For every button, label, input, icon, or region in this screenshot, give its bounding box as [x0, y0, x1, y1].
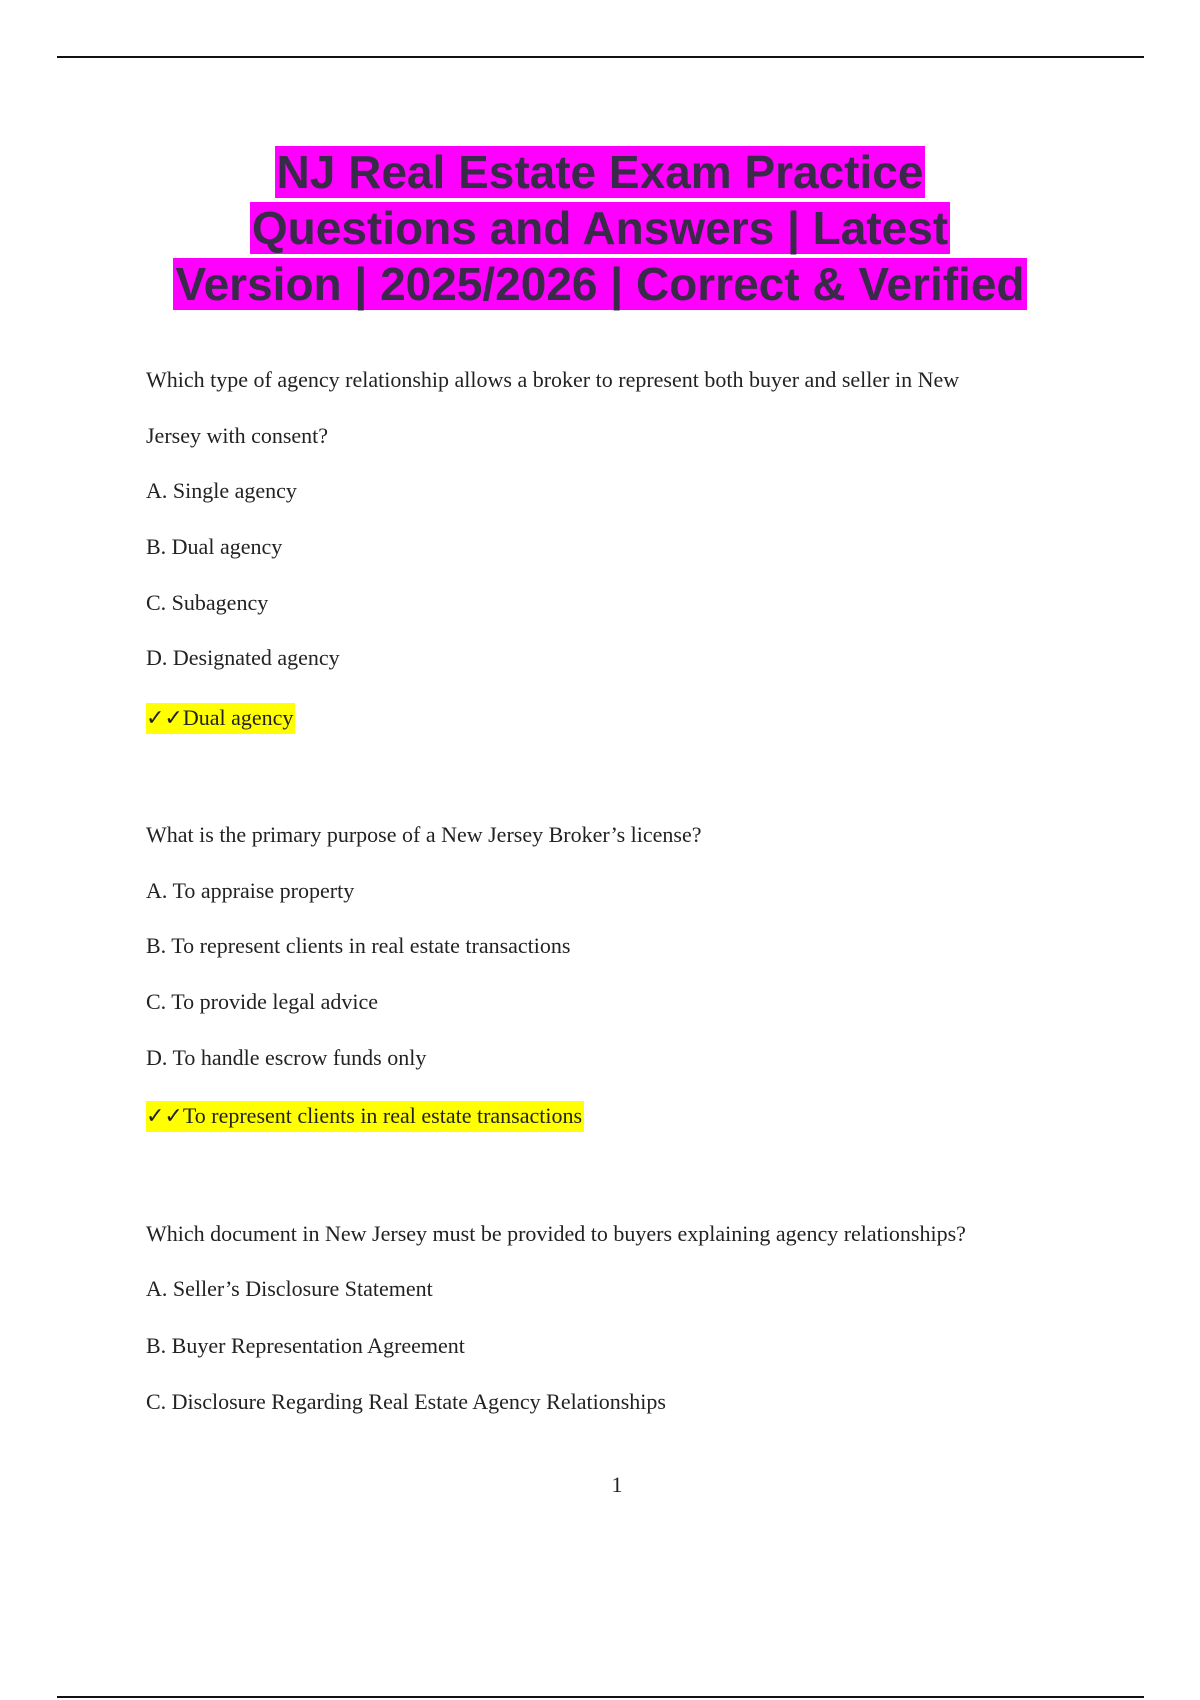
option-d: D. Designated agency [146, 645, 340, 670]
title-line-1: NJ Real Estate Exam Practice [276, 146, 924, 198]
option-d: D. To handle escrow funds only [146, 1045, 427, 1070]
question-text: Which type of agency relationship allows a broker to represent both buyer and seller in New [146, 367, 960, 392]
option-a: A. To appraise property [146, 878, 355, 903]
question-text: What is the primary purpose of a New Jersey Broker’s license? [146, 822, 702, 847]
option-a: A. Single agency [146, 478, 297, 503]
option-c: C. Disclosure Regarding Real Estate Agency Relationships [146, 1389, 666, 1414]
option-b: B. Dual agency [146, 534, 283, 559]
option-c: C. To provide legal advice [146, 989, 379, 1014]
question-text: Which document in New Jersey must be provided to buyers explaining agency relationships? [146, 1221, 966, 1246]
question-text-continued: Jersey with consent? [146, 423, 329, 448]
document-title [100, 144, 1100, 312]
bottom-rule [57, 1696, 1144, 1698]
option-c: C. Subagency [146, 590, 269, 615]
correct-answer: ✓✓To represent clients in real estate transactions [146, 1101, 584, 1132]
answer-line [146, 705, 295, 731]
top-rule [57, 56, 1144, 58]
title-line-2: Questions and Answers | Latest [251, 202, 949, 254]
option-b: B. To represent clients in real estate transactions [146, 933, 571, 958]
page-number: 1 [611, 1472, 623, 1497]
option-b: B. Buyer Representation Agreement [146, 1333, 465, 1358]
answer-line [146, 1103, 584, 1129]
option-a: A. Seller’s Disclosure Statement [146, 1276, 433, 1301]
title-line-3: Version | 2025/2026 | Correct & Verified [175, 258, 1025, 310]
correct-answer: ✓✓Dual agency [146, 703, 295, 734]
